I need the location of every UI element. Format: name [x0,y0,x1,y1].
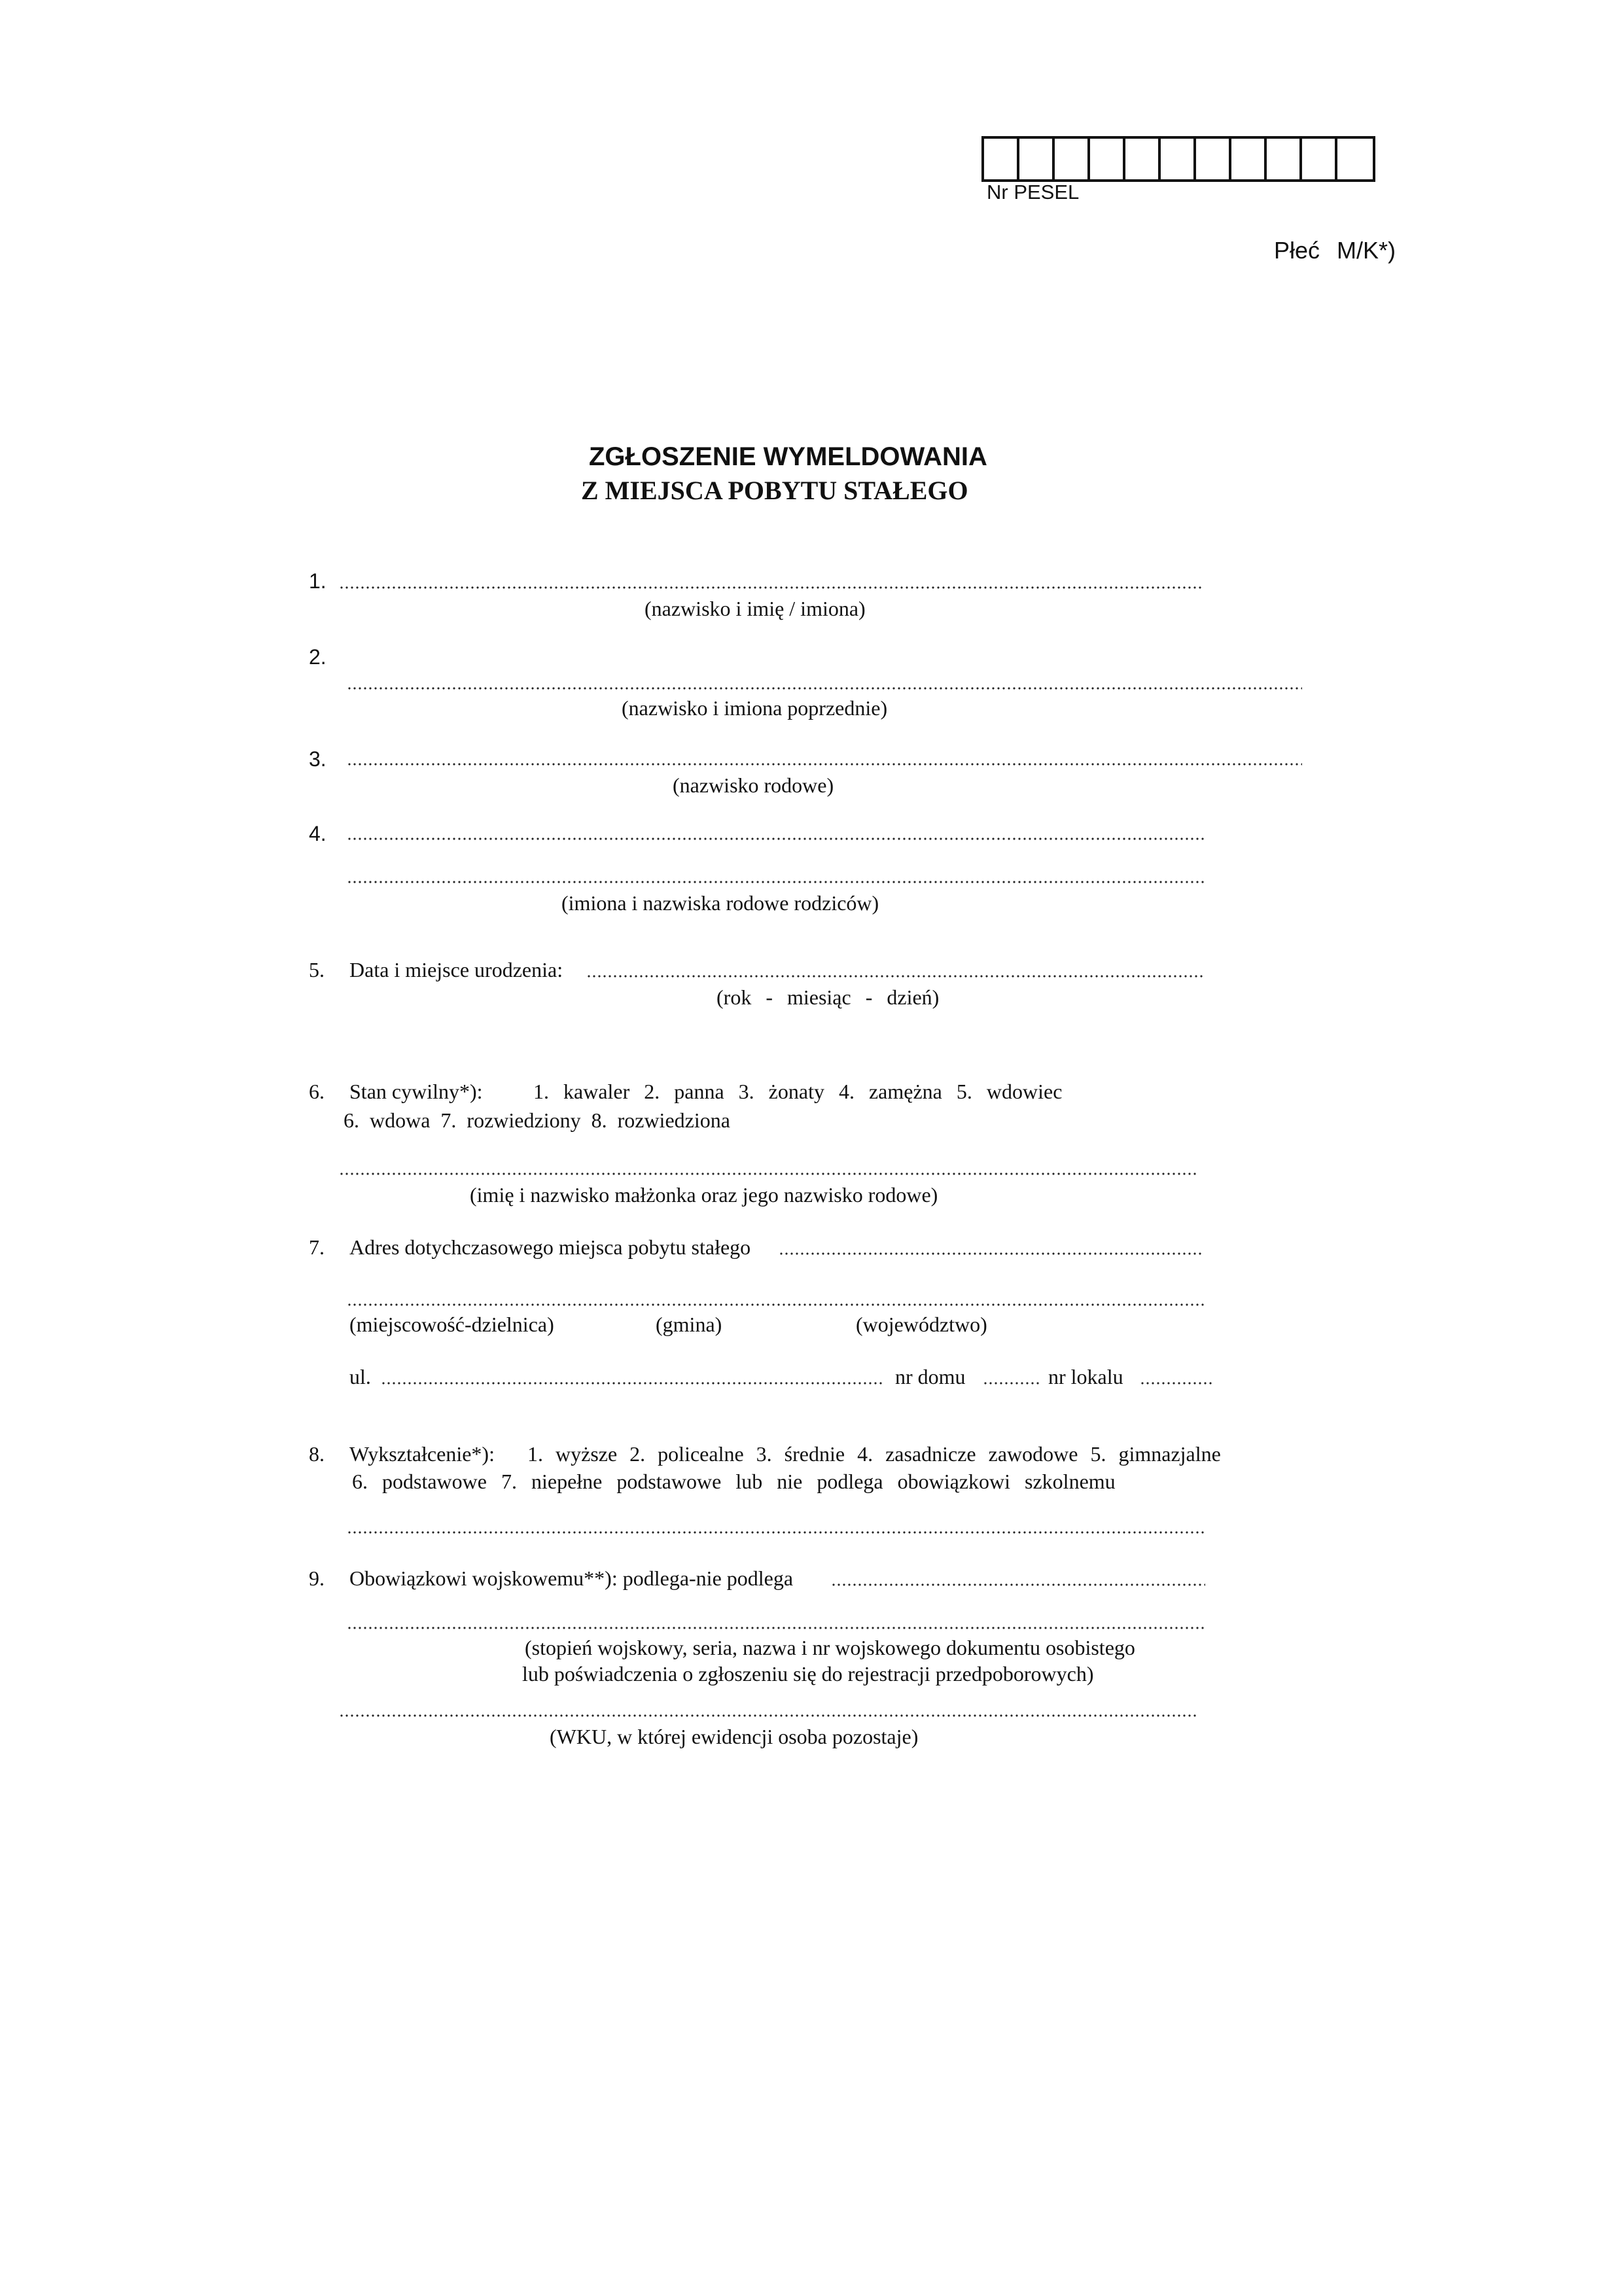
field-6-label: Stan cywilny*): [349,1080,483,1103]
field-7-label: Adres dotychczasowego miejsca pobytu stałego [349,1235,751,1259]
field-3-number: 3. [309,747,327,771]
field-6-caption: (imię i nazwisko małżonka oraz jego nazwisko rodowe) [470,1183,938,1207]
form-title-line1: ZGŁOSZENIE WYMELDOWANIA [589,442,987,471]
field-8-number: 8. [309,1442,325,1466]
field-2-number: 2. [309,645,327,669]
field-6-spouse-line[interactable] [339,1173,1197,1175]
pesel-digit-box[interactable] [1267,139,1302,179]
pesel-digit-box[interactable] [1161,139,1196,179]
pesel-digit-box[interactable] [1125,139,1161,179]
field-2-caption: (nazwisko i imiona poprzednie) [622,696,888,720]
field-9-caption-wku: (WKU, w której ewidencji osoba pozostaje) [550,1725,919,1748]
field-5-line[interactable] [586,975,1204,978]
field-7-line-1[interactable] [779,1252,1204,1255]
field-1-number: 1. [309,569,327,593]
field-7-number: 7. [309,1235,325,1259]
pesel-digit-box[interactable] [1196,139,1231,179]
field-7-line-2[interactable] [347,1303,1204,1306]
field-9-number: 9. [309,1566,325,1590]
form-title-line2: Z MIEJSCA POBYTU STAŁEGO [581,476,968,505]
pesel-digit-box[interactable] [1055,139,1090,179]
house-number-label: nr domu [895,1365,966,1388]
field-9-line-1[interactable] [831,1583,1205,1586]
field-3-line[interactable] [347,763,1302,766]
pesel-label: Nr PESEL [987,181,1080,203]
field-9-line-2[interactable] [347,1627,1204,1629]
field-4-line-2[interactable] [347,881,1204,883]
field-1-line[interactable] [339,586,1203,589]
street-field[interactable] [381,1382,885,1385]
field-5-label: Data i miejsce urodzenia: [349,958,563,981]
house-number-field[interactable] [983,1382,1039,1385]
pesel-digit-box[interactable] [984,139,1019,179]
pesel-digit-box[interactable] [1019,139,1055,179]
field-7-caption-city: (miejscowość-dzielnica) [349,1313,554,1336]
field-9-caption-1: (stopień wojskowy, seria, nazwa i nr wojskowego dokumentu osobistego [525,1636,1135,1659]
street-label: ul. [349,1365,371,1388]
marital-status-options[interactable]: 1. kawaler 2. panna 3. żonaty 4. zamężna 5. wdowiec [533,1080,1063,1103]
flat-number-field[interactable] [1140,1382,1213,1385]
field-7-caption-voivodeship: (województwo) [856,1313,987,1336]
pesel-digit-box[interactable] [1090,139,1125,179]
education-options-2[interactable]: 6. podstawowe 7. niepełne podstawowe lub nie podlega obowiązkowi szkolnemu [352,1470,1116,1493]
field-9-label: Obowiązkowi wojskowemu**): podlega-nie podlega [349,1566,794,1590]
pesel-digit-box[interactable] [1337,139,1373,179]
field-8-line[interactable] [347,1531,1204,1534]
gender-label: Płeć M/K*) [1274,237,1396,264]
field-1-caption: (nazwisko i imię / imiona) [644,597,866,620]
field-4-line-1[interactable] [347,838,1204,840]
field-5-number: 5. [309,958,325,981]
field-4-caption: (imiona i nazwiska rodowe rodziców) [561,891,879,915]
pesel-digit-box[interactable] [1302,139,1337,179]
field-4-number: 4. [309,822,327,845]
field-8-label: Wykształcenie*): [349,1442,495,1466]
field-5-caption: (rok - miesiąc - dzień) [716,985,940,1009]
field-3-caption: (nazwisko rodowe) [673,773,834,797]
field-9-caption-2: lub poświadczenia o zgłoszeniu się do rejestracji przedpoborowych) [522,1662,1094,1686]
flat-number-label: nr lokalu [1048,1365,1123,1388]
marital-status-options-2[interactable]: 6. wdowa 7. rozwiedziony 8. rozwiedziona [344,1108,730,1132]
pesel-digit-box[interactable] [1231,139,1267,179]
field-7-caption-gmina: (gmina) [656,1313,722,1336]
pesel-input-boxes[interactable] [981,136,1375,182]
education-options[interactable]: 1. wyższe 2. policealne 3. średnie 4. zasadnicze zawodowe 5. gimnazjalne [527,1442,1221,1466]
field-2-line[interactable] [347,687,1302,690]
field-6-number: 6. [309,1080,325,1103]
field-9-wku-line[interactable] [339,1714,1196,1717]
